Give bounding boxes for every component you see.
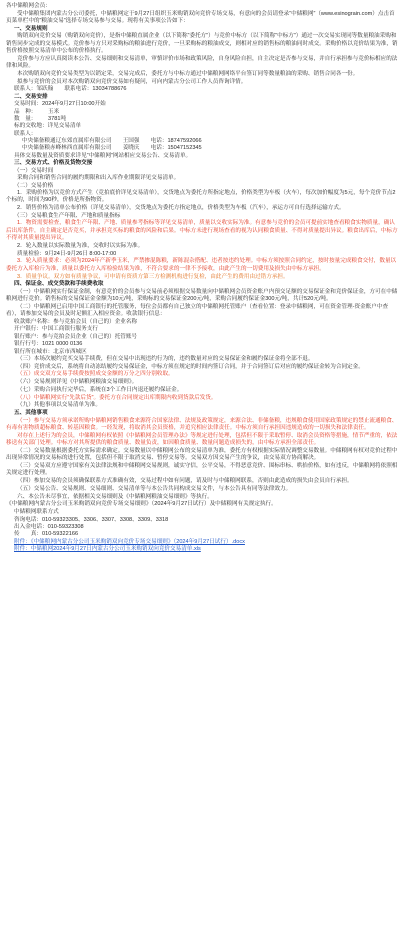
deposit-item-6: （七）采购合同执行完毕后，系统在3个工作日内退还履约保证金。 bbox=[17, 386, 183, 393]
deposit-item-8: （九）其他事项以交易清单为准。 bbox=[17, 402, 101, 409]
quality-item-1: 1．物资需要检查，粮食生产年限、产地、质量参考指标等详见交易清单，质量以交收实际为准。有意参与竞价的会员可提前实地查看粮食实物质量，确认后出库条件，自主确定是否竞买，并承担竞买标的粮食的风险和后果。中标方未进行现场查看的视为认同粮食质量、不得对质量提出异议。粮食出库后，中标方不得对其质量提出异议。 bbox=[6, 220, 398, 242]
arrangement-note: 具体交易数量及资质要求详见“中储粮网”网站相应交易公告、交易清单。 bbox=[14, 152, 192, 159]
location-row bbox=[14, 123, 398, 130]
contact-fax: 传 真：010-59322166 bbox=[14, 531, 79, 538]
rules-paragraph-1: 购销双向竞价交易（购销双向竞价），是指中储粮直属企业（以下简称“委托方”）与竞价中标方（以下简称“中标方”）通过一次交易实现同等数量粮油采购和销售同步完成的交易模式。竞价参与方只对采购标的粮油进行竞价，一旦采购标的粮油成交，则相对应的销售标的粮油同时成交。采购价格以竞价结果为准，销售价格按照交易清单中公布的价格执行。 bbox=[6, 33, 398, 55]
price-item-2: 2．销售价格为清单公布价格（详见交易清单），交货地点为委托方指定地点，价格类型为车板（汽车），承运方可自行选择运输方式。 bbox=[17, 205, 345, 212]
section-heading-deposit: 四、保证金、成交贷款和手续费收取 bbox=[14, 281, 104, 288]
quality-inspection-time: 质量检验：9月24日-9月26日 8:00-17:00 bbox=[17, 250, 117, 257]
deposit-item-1: （一）中储粮网实行保证金制，有意竞价的会员参与交易前必须根据交易数量向中储粮网会员资金账户内预交足额的交易保证金和竞价保证金，方可在中储粮网进行竞价。销售标的交易保证金金额为10元/吨，采购标的交易保证金200元/吨，采购合同履约保证金300元/吨，共计520元/吨。 bbox=[6, 288, 398, 303]
salutation: 各中储粮网会员： bbox=[6, 3, 51, 9]
trade-time-row bbox=[14, 101, 398, 108]
other-item-6: （五）交易公告、交易规则、交易细则、交易清单等与本公告共同构成交易文件，与本公告具有同等法律效力。 bbox=[17, 485, 292, 492]
deposit-item-3: （三）本场次履约竞买交易手续费，但在交易中出现违约行为的，违约数量对应的交易保证金和履约保证金将全部不退。 bbox=[17, 355, 314, 362]
rules-paragraph-3: 本次购销双向竞价交易类型为以销定采，交易完成后，委托方与中标方通过中储粮网网络平台签订同等数量粮油的采购、销售合同各一份。 bbox=[17, 70, 359, 77]
variety-row bbox=[14, 109, 398, 116]
deposit-item-5b: （六）交易规则详见《中储粮网粮油交易细则》。 bbox=[17, 379, 138, 386]
closing-note-2: 《中储粮网内蒙古分公司玉米购销双向竞价专场交易细则》（2024年9月27日试行）及中储粮网有关规定执行。 bbox=[6, 501, 277, 508]
trade-time-value: 2024年9月27日10:00开始 bbox=[41, 101, 106, 108]
subheading-quality: （三）交易粮食生产年限、产地和质量指标 bbox=[14, 213, 121, 220]
rules-paragraph-4: 拟参与竞价的会员对本次购销双向竞价交易如有疑问，可向内蒙古分公司工作人员咨询详情。 bbox=[17, 78, 247, 85]
subheading-trade-time: （一）交易时间 bbox=[14, 167, 54, 174]
section-heading-other: 五、其他事项 bbox=[14, 410, 48, 417]
bank-city: 银行所在城市：北京市西城区 bbox=[14, 348, 87, 355]
trade-time-text: 采购合同和销售合同的履约期限和出入库作业期限详见交易清单。 bbox=[17, 174, 180, 181]
quantity-label: 数 量： bbox=[14, 115, 37, 122]
subheading-price: （二）交易价格 bbox=[14, 182, 54, 189]
contact-out: 出入金电话：010-59323308 bbox=[14, 523, 84, 530]
bank-account-name: 收款账户名称：参与竞拍会员（自己的）企业名称 bbox=[14, 319, 138, 325]
deposit-item-5: （五）成交双方交易手续费按照成交金额的万分之四分别收取。 bbox=[17, 371, 174, 378]
variety-label: 品 种： bbox=[14, 108, 37, 115]
section-heading-rules: 一、交易规则 bbox=[14, 25, 48, 32]
arrangement-contacts-label: 联系人： bbox=[14, 130, 37, 137]
location-label: 标的交收地： bbox=[14, 123, 48, 130]
contacts-title: 中储粮网联系方式 bbox=[14, 509, 59, 516]
trade-time-label: 交易时间： bbox=[14, 101, 42, 108]
rules-contact: 联系人：邹跃翰 联系电话：13034788676 bbox=[14, 86, 127, 93]
deposit-item-2: （二）中储粮网已启用中国工商银行的托管服务，每位会员都有自己独立的中储粮网托管账户（查看位置：登录中储粮网，可在资金管理-资金账户中查看），请参加交易的会员及时足额汇入相应资金。收款银行信息： bbox=[6, 303, 389, 318]
quality-item-4: 3．质量争议。双方如有质量争议，可申请有资质方第三方检测机构进行复检，由此产生的费用由过错方承担。 bbox=[17, 273, 289, 280]
arrangement-contact-1: 中央储备粮通辽东郊直属库有限公司 王国强 电话：18747592066 bbox=[22, 138, 202, 145]
announcement-body bbox=[6, 3, 398, 553]
arrangement-contact-2: 中央储备粮赤峰林西直属库有限公司 姜晓庆 电话：15047152345 bbox=[22, 145, 202, 152]
other-item-1: （一）参与交易方须承诺所购中储粮网销售粮食来源符合国家法律、法规及政策规定，来源合法、非储备粮，违规粮食使用国家政策规定的禁止流通粮食、有毒有害物质超标粮食、转基因粮食。一经发现，将取消其会员资格，并追究相应法律责任。中标方须自行承担因违规造成的一切损失和法律责任。 bbox=[6, 417, 398, 431]
contact-consult: 咨询电话：010-59323305、3306、3307、3308、3309、3318 bbox=[14, 516, 169, 523]
other-item-4: （三）交易双方应遵守国家有关法律法规和中储粮网交易规则，诚实守信，公平交易，不得恶意竞价、围标串标、哄抬价格，如有违反，中储粮网将依照相关规定进行处理。 bbox=[6, 463, 398, 477]
other-item-5: （四）参加交易的会员须确保联系方式准确有效，交易过程中如有问题，请及时与中储粮网联系，否则由此造成的损失由会员自行承担。 bbox=[17, 478, 353, 485]
section-heading-method: 三、交易方式、价格及货物交接 bbox=[14, 160, 93, 167]
bank-open: 开户银行：中国工商银行服务支行 bbox=[14, 326, 98, 333]
quantity-value: 3781吨 bbox=[48, 115, 67, 122]
quality-item-2: 2．轮入数量以实际数量为准，交收时以实际为准。 bbox=[17, 242, 144, 249]
location-value: 详见交易清单 bbox=[47, 123, 82, 130]
bank-account: 银行账户：参与竞拍会员企业（自己的）托管账号 bbox=[14, 333, 138, 340]
section-heading-arrangement: 二、交易安排 bbox=[14, 93, 48, 100]
deposit-item-4: （四）竞价成交后，系统将自动冻结履约交易保证金，中标方须在规定的时间内签订合同，并于合同签订后对应的履约保证金转为合同定金。 bbox=[17, 363, 364, 370]
price-item-1: 1．采购价格为以竞价方式产生（竞拍底价详见交易清单），交货地点为委托方所指定地点，价格类型为车板（火车），每次加价幅度为5元，每个竞价节点2个标的，时间为90秒，价格是所指物资。 bbox=[6, 190, 396, 204]
bank-number: 银行行号：1021 0000 0136 bbox=[14, 341, 83, 348]
attachment-link-rules[interactable]: 附件：《中储粮网内蒙古分公司玉米购销双向竞价专场交易细则》（2024年9月27日试行）.docx bbox=[14, 538, 245, 545]
attachment-link-list[interactable]: 附件：中储粮网2024年9月27日内蒙古分公司玉米购销双向竞价交易清单.xls bbox=[14, 546, 201, 553]
other-item-3: （二）交易数量根据委托方实际需求确定。交易数量以中储粮网公布的交易清单为准，委托方有权根据实际情况调整交易数量。中储粮网有权对竞价过程中出现异常情况的交易标的进行处置，包括但不限于取消交易、暂停交易等。交易双方因交易产生的争议，由交易双方协商解决。 bbox=[6, 447, 398, 462]
deposit-item-7: （八）中储粮网实行“先款后货”。委托方在合同规定出库期限内收到货款后发货。 bbox=[17, 394, 217, 401]
quality-item-3: 3．轮入质量要求：必须为2024年产新季玉米，严禁掺混陈粮，新陈混杂搭配、违者按违约处理。中标方须按照合同约定，按时按量完成粮食交付，数量以委托方入库检斤为准，质量以委托方入库检验结果为准，不符合要求的一律不予接收，由此产生的一切费用及损失由中标方承担。 bbox=[6, 258, 397, 272]
closing-note: 六、本公告未尽事宜，依据相关交易细则及《中储粮网粮油交易细则》等执行。 bbox=[17, 493, 213, 500]
rules-paragraph-2: 竞价参与方应认真阅读本公告、交易细则和交易清单，审慎评价市场和政策风险，自身风险自担，自主决定是否参与交易，并自行承担参与竞价标相应的法律和风险。 bbox=[6, 55, 398, 70]
other-item-2: 对存在上述行为的会员，中储粮网有权依照《中储粮网会员管理办法》等规定进行处理，包括但不限于采取暂停、取消会员资格等措施，情节严重的，依法移送有关部门处理。中标方对其所提供的粮食质量、数量负责，如因粮食质量、数量问题造成损失的，由中标方承担全部责任。 bbox=[6, 432, 398, 447]
intro-paragraph: 受中储粮集团内蒙古分公司委托，中储粮网定于9月27日组织玉米购销双向竞价专场交易，有意向的会员请登录“中储粮网”（www.esinograin.com）点击首页菜单栏中的“粮油交易”选择专场交易参与交易。现将有关事项公告如下： bbox=[6, 10, 395, 25]
variety-value: 玉米 bbox=[48, 108, 60, 115]
